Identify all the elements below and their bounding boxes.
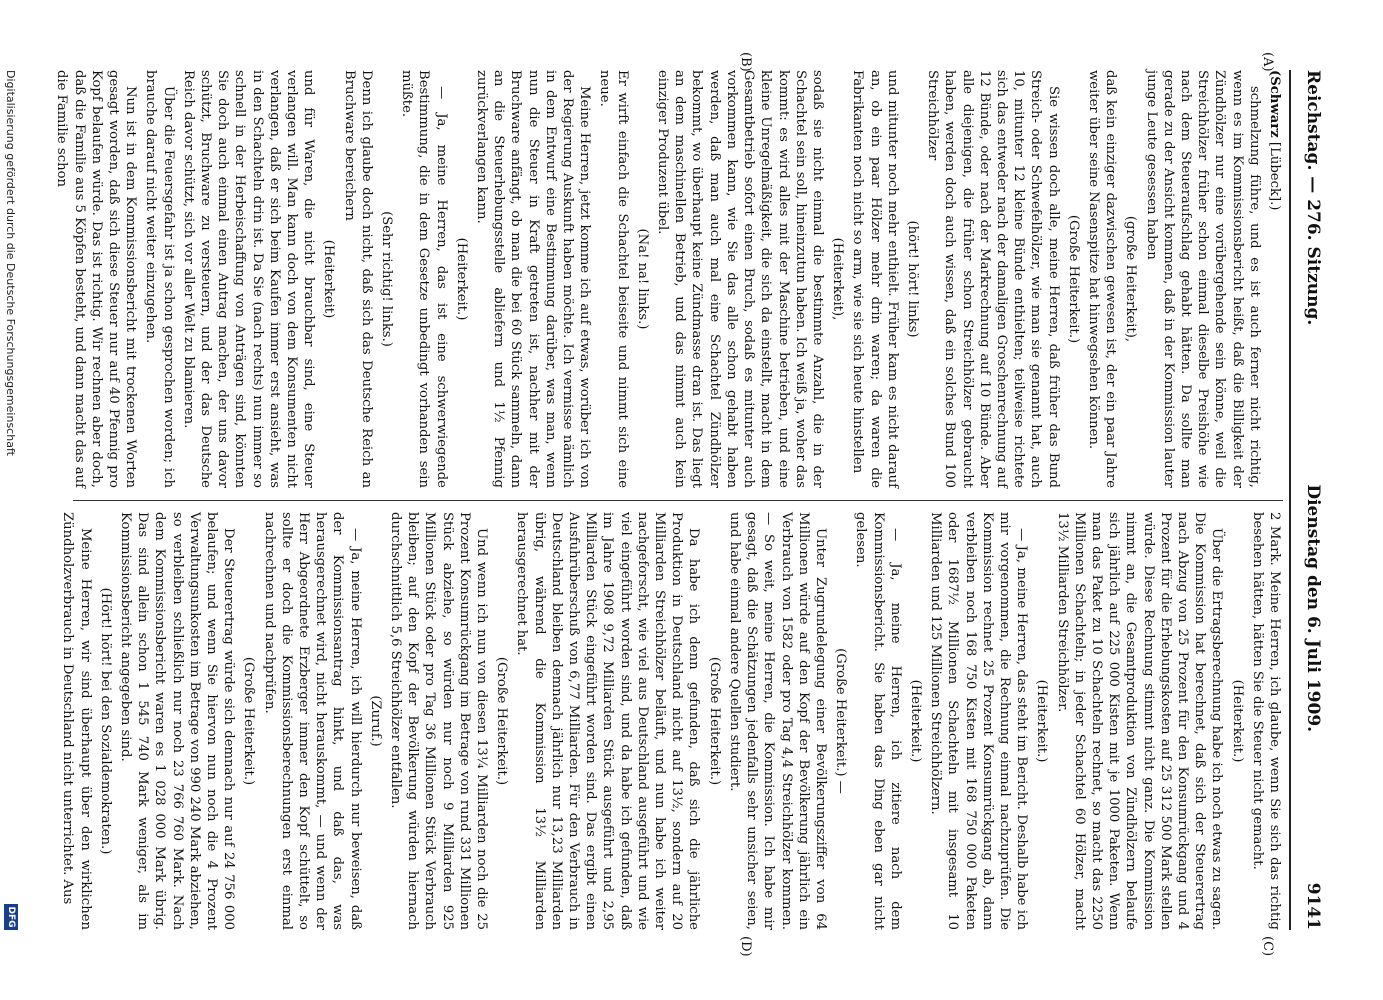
- interjection-remark: (Große Heiterkeit.): [1065, 214, 1081, 344]
- page-header: [1293, 70, 1323, 930]
- paragraph: Über die Feuersgefahr ist ja schon gesprochen worden; ich brauche darauf nicht weiter einzugehen.: [143, 70, 176, 488]
- interjection-remark: (Heiterkeit.): [907, 679, 923, 763]
- paragraph: Meine Herren, wir sind überhaupt über den wirklichen Zündholzverbrauch in Deutschland nicht unterrichtet. Aus: [60, 512, 93, 930]
- paragraph: Denn ich glaube doch nicht, daß sich das Deutsche Reich an Bruchware bereichern: [341, 70, 374, 488]
- interjection-remark: (Na! na! links.): [634, 228, 650, 330]
- margin-mark-d: (D): [738, 936, 753, 957]
- paragraph: Er wirft einfach die Schachtel beiseite und nimmt sich eine neue.: [597, 70, 630, 488]
- paragraph: Meine Herren, jetzt komme ich auf etwas, worüber ich von der Regierung Auskunft haben möchte. Ich vermisse nämlich in dem Entwurf eine Bestimmung darüber, was man, wenn nun die Steuer in Kraft getreten ist, nachher mit der Bruchware anfängt, ob man die bei 60 Stück sammeln, dann an die Steuerhebungsstelle abliefern und 1½ Pfennig zurückverlangen kann.: [474, 70, 593, 488]
- paragraph: [1266, 70, 1283, 488]
- speaker-name: (Schwarz: [1267, 70, 1282, 138]
- interjection-remark: (Heiterkeit.): [1034, 679, 1050, 763]
- interjection-remark: (Große Heiterkeit.): [494, 656, 510, 786]
- text-column-right: [60, 512, 1283, 930]
- header-reichstag: Reichstag. — 276. Sitzung.: [1303, 70, 1323, 326]
- paragraph: sodaß sie nicht einmal die bestimmte Anzahl, die in der Schachtel sein soll, hineinzutun haben. Ich weiß ja, woher das kommt: es wird alles mit der Maschine betrieben, und eine kleine Unregelmäßigkeit, die sich da einstellt, macht in dem Gesamtbetrieb sofort einen Bruch, sodaß es mitunter auch vorkommen kann, wie Sie das alle schon gehabt haben werden, daß man auch mal eine Schachtel Zündhölzer bekommt, wo überhaupt keine Zündmasse dran ist. Das liegt an dem maschinellen Betrieb, und das nimmt auch kein einziger Produzent übel.: [655, 70, 825, 488]
- interjection-remark: (große Heiterkeit),: [1123, 215, 1139, 343]
- paragraph: Nun ist in dem Kommissionsbericht mit trockenen Worten gesagt worden, daß sich diese Steuer nur auf 40 Pfennig pro Kopf belaufen würde. Das ist richtig. Wir rechnen aber doch, daß die Familie aus 5 Köpfen besteht, und dann macht das auf die Familie schon: [54, 70, 139, 489]
- dfg-logo: DFG: [4, 904, 18, 930]
- margin-mark-c: (C): [1260, 936, 1275, 957]
- interjection-remark: (Heiterkeit),: [830, 237, 846, 321]
- text-column-left: [54, 70, 1283, 489]
- credit-text: Digitalisierung gefördert durch die Deutsche Forschungsgemeinschaft: [4, 70, 18, 456]
- header-date: Dienstag den 6. Juli 1909.: [1303, 484, 1323, 733]
- interjection-remark: (Große Heiterkeit.): [241, 656, 257, 786]
- interjection-remark: (Heiterkeit): [321, 239, 337, 319]
- margin-mark-a: (A): [1260, 52, 1275, 72]
- paragraph: Unter Zugrundelegung einer Bevölkerungsziffer von 64 Millionen würde auf den Kopf der Bevölkerung jährlich ein Verbrauch von 1582 oder pro Tag 4,4 Streichhölzer kommen. — So weit, meine Herren, die Kommission. Ich habe mir gesagt, daß die Schätzungen jedenfalls sehr unsicher seien, und habe einmal andere Quellen studiert.: [726, 512, 828, 930]
- interjection-remark: (Hört! hört! bei den Sozialdemokraten.): [97, 587, 113, 855]
- paragraph: Und wenn ich nun von diesen 13¼ Milliarden noch die 25 Prozent Konsumrückgang im Betrage von rund 331 Millionen Stück abziehe, so würden nur noch 9 Milliarden 925 Millionen Stück oder pro Tag 36 Millionen Stück Verbrauch bleiben; auf den Kopf der Bevölkerung würden hiernach durchschnittlich 5,6 Streichhölzer entfallen.: [388, 512, 490, 930]
- paragraph-text: [Lübeck].): [1267, 141, 1282, 211]
- paragraph: Über die Ertragsberechnung habe ich noch etwas zu sagen. Die Kommission hat berechnet, daß sich der Steuerertrag nach Abzug von 25 Prozent für den Konsumrückgang und 4 Prozent für die Erhebungskosten auf 25 312 500 Mark stellen würde. Diese Rechnung stimmt nicht ganz. Die Kommission nimmt an, die Gesamtproduktion von Zündhölzern belaufe sich jährlich auf 225 000 Kisten mit je 1000 Paketen. Wenn man das Paket zu 10 Schachteln rechnet, so macht das 2250 Millionen Schachteln; in jeder Schachtel 60 Hölzer, macht 13½ Milliarden Streichhölzer.: [1054, 512, 1225, 930]
- margin-mark-b: (B): [738, 52, 753, 72]
- paragraph: Der Steuerertrag würde sich demnach nur auf 24 756 000 belaufen; und wenn Sie hiervon nun noch die 4 Prozent Verwaltungsunkosten im Betrage von 990 240 Mark abziehen, so verbleiben schließlich nur noch 23 766 760 Mark. Nach dem Kommissionsbericht waren es 1 028 000 Mark übrig. Das sind allein schon 1 545 740 Mark weniger, als im Kommissionsbericht angegeben sind.: [118, 512, 237, 930]
- paragraph: — Ja, meine Herren, das steht im Bericht. Deshalb habe ich mir vorgenommen, die Rechnung einmal nachzuprüfen. Die Kommission rechnet 25 Prozent Konsumrückgang ab, dann verbleiben noch 168 750 Kisten mit 168 750 000 Paketen oder 1687½ Millionen Schachteln mit insgesamt 10 Milliarden und 125 Millionen Streichhölzern.: [928, 512, 1030, 930]
- paragraph: schmelzung führe, und es ist auch ferner nicht richtig, wenn es im Kommissionsbericht heißt, daß die Billigkeit der Zündhölzer nur eine vorübergehende sein könne, weil die Streichhölzer früher schon einmal dieselbe Preishöhe wie nach dem Steueraufschlag gehabt hätten. Da sollte man gerade zu der Ansicht kommen, daß in der Kommission lauter junge Leute gesessen haben: [1143, 70, 1262, 488]
- paragraph: und mitunter noch mehr enthielt. Früher kam es nicht darauf an, ob ein paar Hölzer mehr drin waren; da waren die Fabrikanten noch nicht so arm, wie sie sich heute hinstellen: [850, 70, 900, 488]
- paragraph: Da habe ich denn gefunden, daß sich die jährliche Produktion in Deutschland nicht auf 13½, sondern auf 20 Milliarden Streichhölzer beläuft, und nun habe ich weiter nachgeforscht, wie viel aus Deutschland ausgeführt und wie viel eingeführt worden sind, und da habe ich gefunden, daß im Jahre 1908 9,72 Milliarden Stück ausgeführt und 2,95 Milliarden Stück eingeführt worden sind. Das ergibt einen Ausfuhrüberschuß von 6,77 Milliarden. Für den Verbrauch in Deutschland bleiben demnach jährlich nur 13,23 Milliarden übrig, während die Kommission 13½ Milliarden herausgerechnet hat.: [514, 512, 702, 930]
- interjection-remark: (Heiterkeit.): [453, 237, 469, 321]
- interjection-remark: (Große Heiterkeit.) —: [833, 648, 849, 794]
- interjection-remark: (Sehr richtig! links.): [379, 211, 395, 347]
- paragraph: Sie wissen doch alle, meine Herren, daß früher das Bund Streich- oder Schwefelhölzer, wie man sie genannt hat, auch 10, mitunter 12 kleine Bünde enthielten; teilweise richtete sich das entweder nach der damaligen Groschenrechnung auf 12 Bünde, oder nach der Markrechnung auf 10 Bünde. Aber alle diejenigen, die früher schon Streichhölzer gebraucht haben, werden doch auch wissen, daß ein solches Bund 100 Streichhölzer: [925, 70, 1061, 488]
- column-divider: [73, 500, 1283, 501]
- paragraph: — Ja, meine Herren, das ist eine schwerwiegende Bestimmung, die in dem Gesetze unbedingt vorhanden sein müßte.: [399, 70, 449, 488]
- header-rule: [1289, 70, 1291, 930]
- paragraph: 2 Mark. Meine Herren, ich glaube, wenn Sie sich das richtig besehen hätten, hätten Sie die Steuer nicht gemacht.: [1249, 512, 1282, 930]
- interjection-remark: (hört! hört! links): [904, 220, 920, 338]
- paragraph: — Ja, meine Herren, ich zitiere nach dem Kommissionsbericht. Sie haben das Ding eben gar nicht gelesen.: [853, 512, 903, 930]
- interjection-remark: (Zuruf.): [367, 695, 383, 747]
- paragraph: — Ja, meine Herren, ich will hierdurch nur beweisen, daß der Kommissionsantrag hinkt, und daß das, was herausgerechnet wird, nicht herauskommt, — und wenn der Herr Abgeordnete Erzberger immer den Kopf schüttelt, so sollte er doch die Kommissionsberechnungen erst einmal nachrechnen und nachprüfen.: [261, 512, 363, 930]
- digitization-credit: [0, 0, 22, 1000]
- page-number: 9141: [1303, 882, 1323, 931]
- interjection-remark: (Heiterkeit.): [1229, 679, 1245, 763]
- paragraph: daß kein einziger dazwischen gewesen ist, der ein paar Jahre weiter über seine Nasenspitze hat hinwegsehen können.: [1085, 70, 1119, 488]
- interjection-remark: (Große Heiterkeit.): [706, 656, 722, 786]
- paragraph: und für Waren, die nicht brauchbar sind, eine Steuer verlangen will. Man kann doch von dem Konsumenten nicht verlangen, daß er sich beim Kaufen immer erst ansieht, was in den Schachteln drin ist. Da Sie (nach rechts) nun immer so schnell in der Herbeischaffung von Anträgen sind, könnten Sie doch auch einmal einen Antrag machen, der uns davor schützt, Bruchware zu versteuern, und der das Deutsche Reich davor schützt, sich vor aller Welt zu blamieren.: [180, 70, 317, 488]
